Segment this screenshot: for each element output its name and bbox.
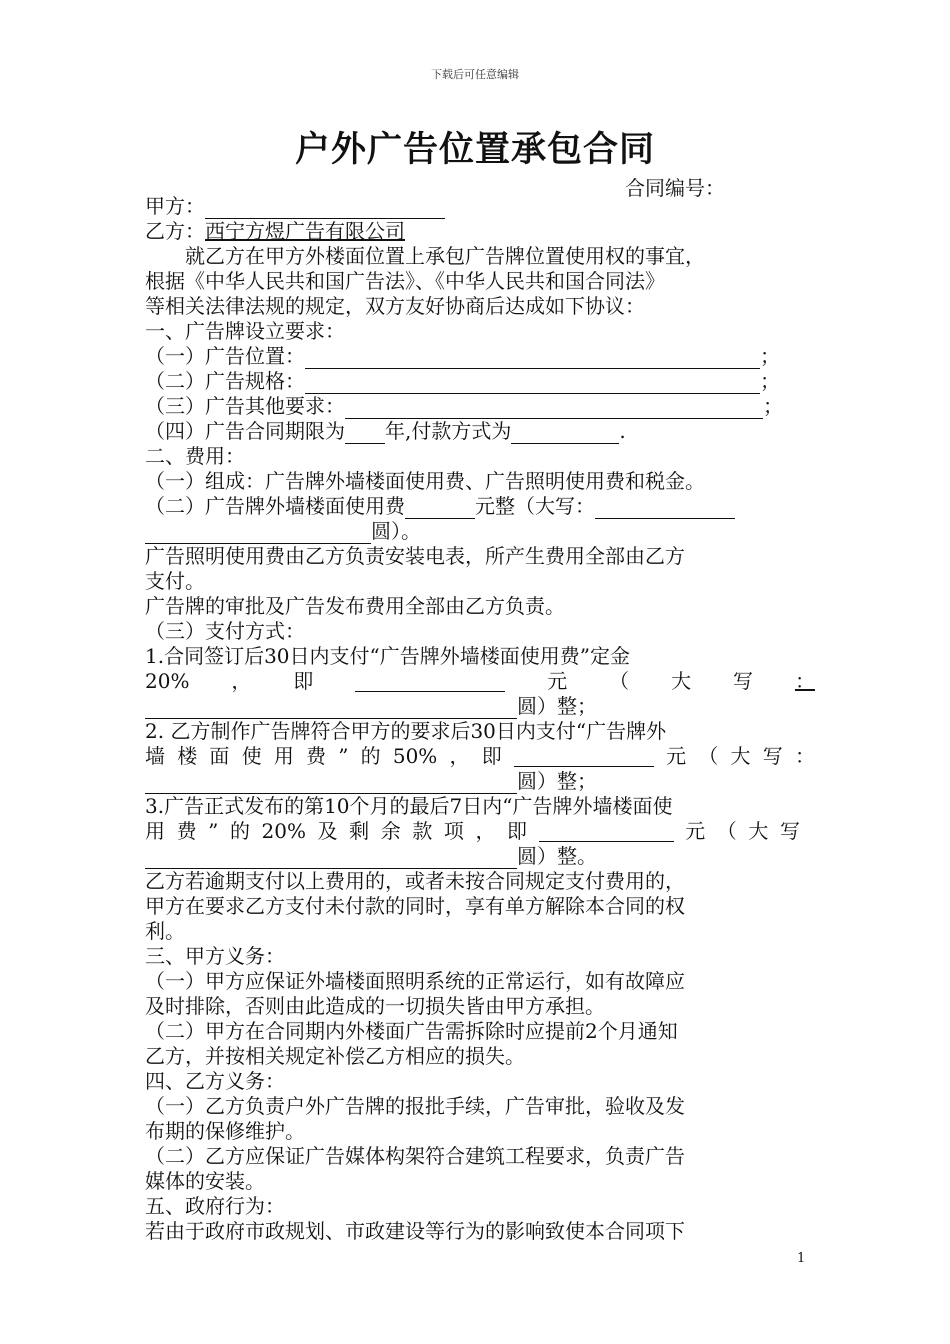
header-note: 下载后可任意编辑 <box>431 68 519 81</box>
payment-2-line-2: 墙 楼 面 使 用 费 ” 的 50% ， 即 元 （ 大 写 ： <box>145 744 815 768</box>
section-1-title: 一、广告牌设立要求： <box>145 319 345 343</box>
contract-body <box>145 194 815 1244</box>
payment-3-line-2: 用 费 ” 的 20% 及 剩 余 款 项 ， 即 元 （ 大 写 <box>145 819 800 843</box>
s2-para-1-line-2: 支付。 <box>145 569 205 593</box>
payment-1-line-3: 圆）整； <box>145 694 815 719</box>
payment-2-line-3: 圆）整； <box>145 769 815 794</box>
intro-line-3: 等相关法律法规的规定，双方友好协商后达成如下协议： <box>145 294 645 318</box>
s4-item-2-line-2: 媒体的安装。 <box>145 1169 265 1193</box>
s5-para-1: 若由于政府市政规划、市政建设等行为的影响致使本合同项下 <box>145 1219 685 1243</box>
s1-item-2: （二）广告规格： ； <box>145 369 780 393</box>
s1-item-4: （四）广告合同期限为 年,付款方式为 . <box>145 419 626 443</box>
contract-number-label: 合同编号： <box>625 176 725 200</box>
section-4-title: 四、乙方义务： <box>145 1069 285 1093</box>
party-a-blank <box>205 196 445 219</box>
s2-para-3-line-2: 甲方在要求乙方支付未付款的同时，享有单方解除本合同的权 <box>145 894 685 918</box>
s3-item-2-line-1: （二）甲方在合同期内外楼面广告需拆除时应提前2个月通知 <box>145 1019 678 1043</box>
s2-item-2: （二）广告牌外墙楼面使用费 元整（大写： <box>145 494 815 519</box>
section-3-title: 三、甲方义务： <box>145 944 285 968</box>
payment-1-line-2: 20% ， 即 元 （ 大 写 ： <box>145 669 815 693</box>
s2-item-3: （三）支付方式： <box>145 619 305 643</box>
s1-item-1: （一）广告位置： ； <box>145 344 780 368</box>
s2-para-1-line-1: 广告照明使用费由乙方负责安装电表，所产生费用全部由乙方 <box>145 544 685 568</box>
s2-para-3-line-3: 利。 <box>145 919 185 943</box>
s4-item-1-line-1: （一）乙方负责户外广告牌的报批手续，广告审批，验收及发 <box>145 1094 685 1118</box>
s2-para-3-line-1: 乙方若逾期支付以上费用的，或者未按合同规定支付费用的， <box>145 869 685 893</box>
page-number: 1 <box>797 1251 806 1266</box>
s4-item-2-line-1: （二）乙方应保证广告媒体构架符合建筑工程要求，负责广告 <box>145 1144 685 1168</box>
payment-1-line-1: 1.合同签订后30日内支付“广告牌外墙楼面使用费”定金 <box>145 644 630 668</box>
party-b-name: 西宁方煜广告有限公司 <box>205 219 405 243</box>
section-2-title: 二、费用： <box>145 444 245 468</box>
s2-item-1: （一）组成：广告牌外墙楼面使用费、广告照明使用费和税金。 <box>145 469 705 493</box>
party-b-line: 乙方：西宁方煜广告有限公司 <box>145 219 405 243</box>
s3-item-1-line-2: 及时排除，否则由此造成的一切损失皆由甲方承担。 <box>145 994 605 1018</box>
s4-item-1-line-2: 布期的保修维护。 <box>145 1119 305 1143</box>
intro-line-1: 就乙方在甲方外楼面位置上承包广告牌位置使用权的事宜， <box>185 244 705 268</box>
s3-item-2-line-2: 乙方，并按相关规定补偿乙方相应的损失。 <box>145 1044 525 1068</box>
section-5-title: 五、政府行为： <box>145 1194 285 1218</box>
s2-item-2-cont: 圆）。 <box>145 519 815 544</box>
payment-3-line-1: 3.广告正式发布的第10个月的最后7日内“广告牌外墙楼面使 <box>145 794 673 818</box>
payment-2-line-1: 2. 乙方制作广告牌符合甲方的要求后30日内支付“广告牌外 <box>145 719 667 743</box>
party-a-line: 甲方： <box>145 194 815 219</box>
s2-para-2: 广告牌的审批及广告发布费用全部由乙方负责。 <box>145 594 565 618</box>
document-title: 户外广告位置承包合同 <box>294 129 655 170</box>
s3-item-1-line-1: （一）甲方应保证外墙楼面照明系统的正常运行，如有故障应 <box>145 969 685 993</box>
s1-item-3: （三）广告其他要求： ； <box>145 394 783 418</box>
payment-3-line-3: 圆）整。 <box>145 844 815 869</box>
intro-line-2: 根据《中华人民共和国广告法》、《中华人民共和国合同法》 <box>145 269 665 293</box>
